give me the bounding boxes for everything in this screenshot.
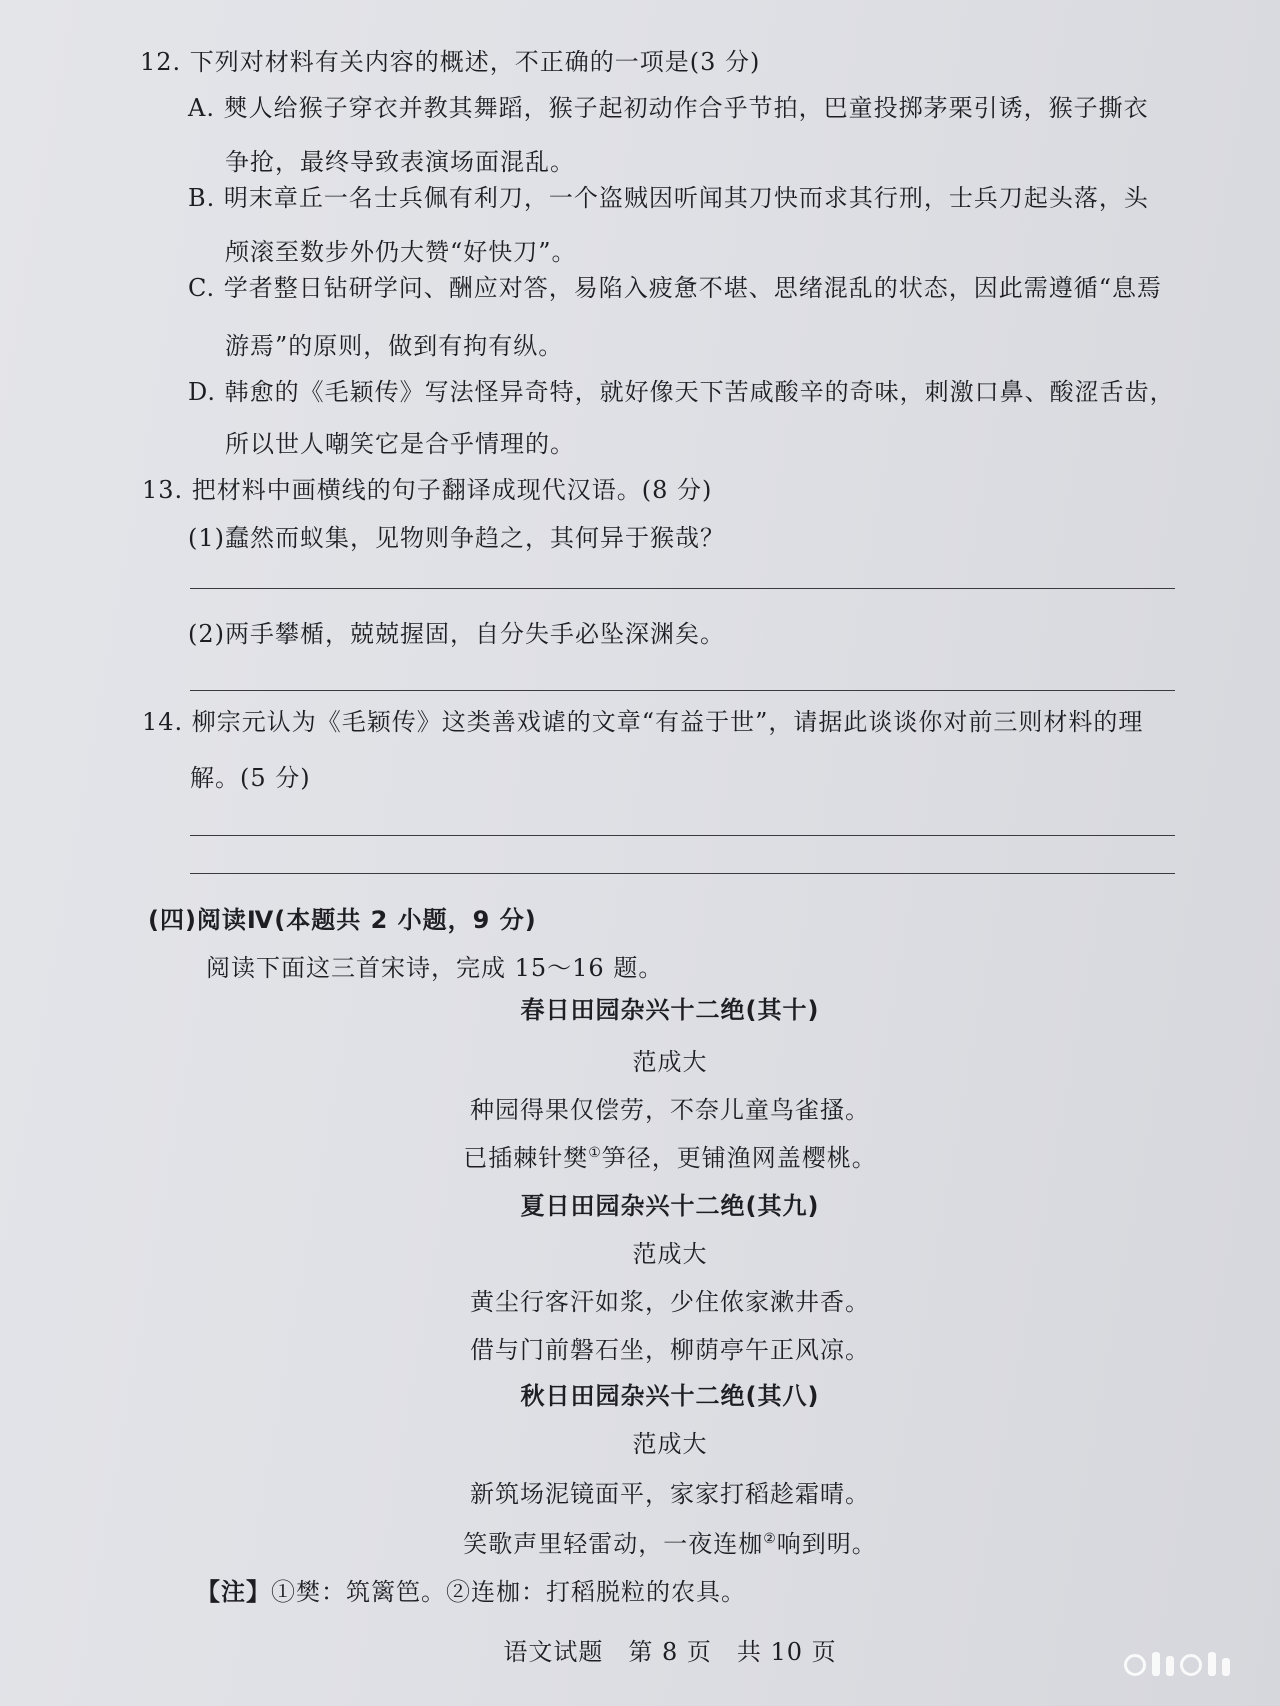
q12-option-b-line2: 颅滚至数步外仍大赞“好快刀”。 [225,238,577,266]
poem1-line2 [0,1138,1280,1173]
poem2-line2: 借与门前磐石坐，柳荫亭午正风凉。 [470,1336,870,1364]
q12-option-b-line1: B. 明末章丘一名士兵佩有利刀，一个盗贼因听闻其刀快而求其行刑，士兵刀起头落，头 [188,184,1149,212]
q12-option-a-line1: A. 僰人给猴子穿衣并教其舞蹈，猴子起初动作合乎节拍，巴童投掷茅栗引诱，猴子撕衣 [188,94,1149,122]
poem3-line2-part1: 笑歌声里轻雷动，一夜连枷 [463,1530,764,1558]
q12-option-d-line1: D. 韩愈的《毛颖传》写法怪异奇特，就好像天下苦咸酸辛的奇味，刺激口鼻、酸涩舌齿， [188,378,1175,406]
q13-sentence-1: (1)蠢然而蚁集，见物则争趋之，其何异于猴哉？ [188,524,725,552]
q12-option-c-line1: C. 学者整日钻研学问、酬应对答，易陷入疲惫不堪、思绪混乱的状态，因此需遵循“息焉 [188,274,1163,302]
q12-option-d-line2: 所以世人嘲笑它是合乎情理的。 [225,430,575,458]
q12-option-c-line2: 游焉”的原则，做到有拘有纵。 [225,332,564,360]
poem3-line2 [0,1524,1280,1559]
section-heading: (四)阅读Ⅳ(本题共 2 小题，9 分) [148,906,537,934]
poem2-line1: 黄尘行客汗如浆，少住侬家漱井香。 [470,1288,870,1316]
poem3-line2-part2: 响到明。 [776,1530,877,1558]
poem1-author: 范成大 [632,1048,708,1076]
poem1-title: 春日田园杂兴十二绝(其十) [520,996,820,1024]
footnote [196,1572,746,1607]
q14-answer-line-2[interactable] [190,873,1175,874]
poem2-title: 夏日田园杂兴十二绝(其九) [520,1192,820,1220]
q14-stem-line1: 14. 柳宗元认为《毛颖传》这类善戏谑的文章“有益于世”，请据此谈谈你对前三则材料的理 [142,708,1144,736]
q13-answer-line-1[interactable] [190,588,1175,589]
q13-answer-line-2[interactable] [190,690,1175,691]
footnote-text: ①樊：筑篱笆。②连枷：打稻脱粒的农具。 [271,1578,746,1606]
page-footer: 语文试题 第 8 页 共 10 页 [503,1638,837,1666]
poem1-line1: 种园得果仅偿劳，不奈儿童鸟雀搔。 [470,1096,870,1124]
q13-sentence-2: (2)两手攀楯，兢兢握固，自分失手必坠深渊矣。 [188,620,725,648]
q12-stem: 12. 下列对材料有关内容的概述，不正确的一项是(3 分) [140,48,761,76]
q13-stem: 13. 把材料中画横线的句子翻译成现代汉语。(8 分) [142,476,713,504]
poem3-line1: 新筑场泥镜面平，家家打稻趁霜晴。 [470,1480,870,1508]
section-instruction: 阅读下面这三首宋诗，完成 15～16 题。 [206,954,664,982]
q14-stem-line2: 解。(5 分) [190,764,311,792]
q14-answer-line-1[interactable] [190,835,1175,836]
footnote-label: 【注】 [196,1578,271,1606]
poem3-author: 范成大 [632,1430,708,1458]
q12-option-a-line2: 争抢，最终导致表演场面混乱。 [225,148,575,176]
poem3-title: 秋日田园杂兴十二绝(其八) [520,1382,820,1410]
poem2-author: 范成大 [632,1240,708,1268]
note-marker-1: ① [588,1145,602,1161]
note-marker-2: ② [763,1531,777,1547]
poem1-line2-part1: 已插棘针樊 [463,1144,589,1172]
poem1-line2-part2: 笋径，更铺渔网盖樱桃。 [601,1144,877,1172]
watermark-logo [1124,1650,1254,1676]
